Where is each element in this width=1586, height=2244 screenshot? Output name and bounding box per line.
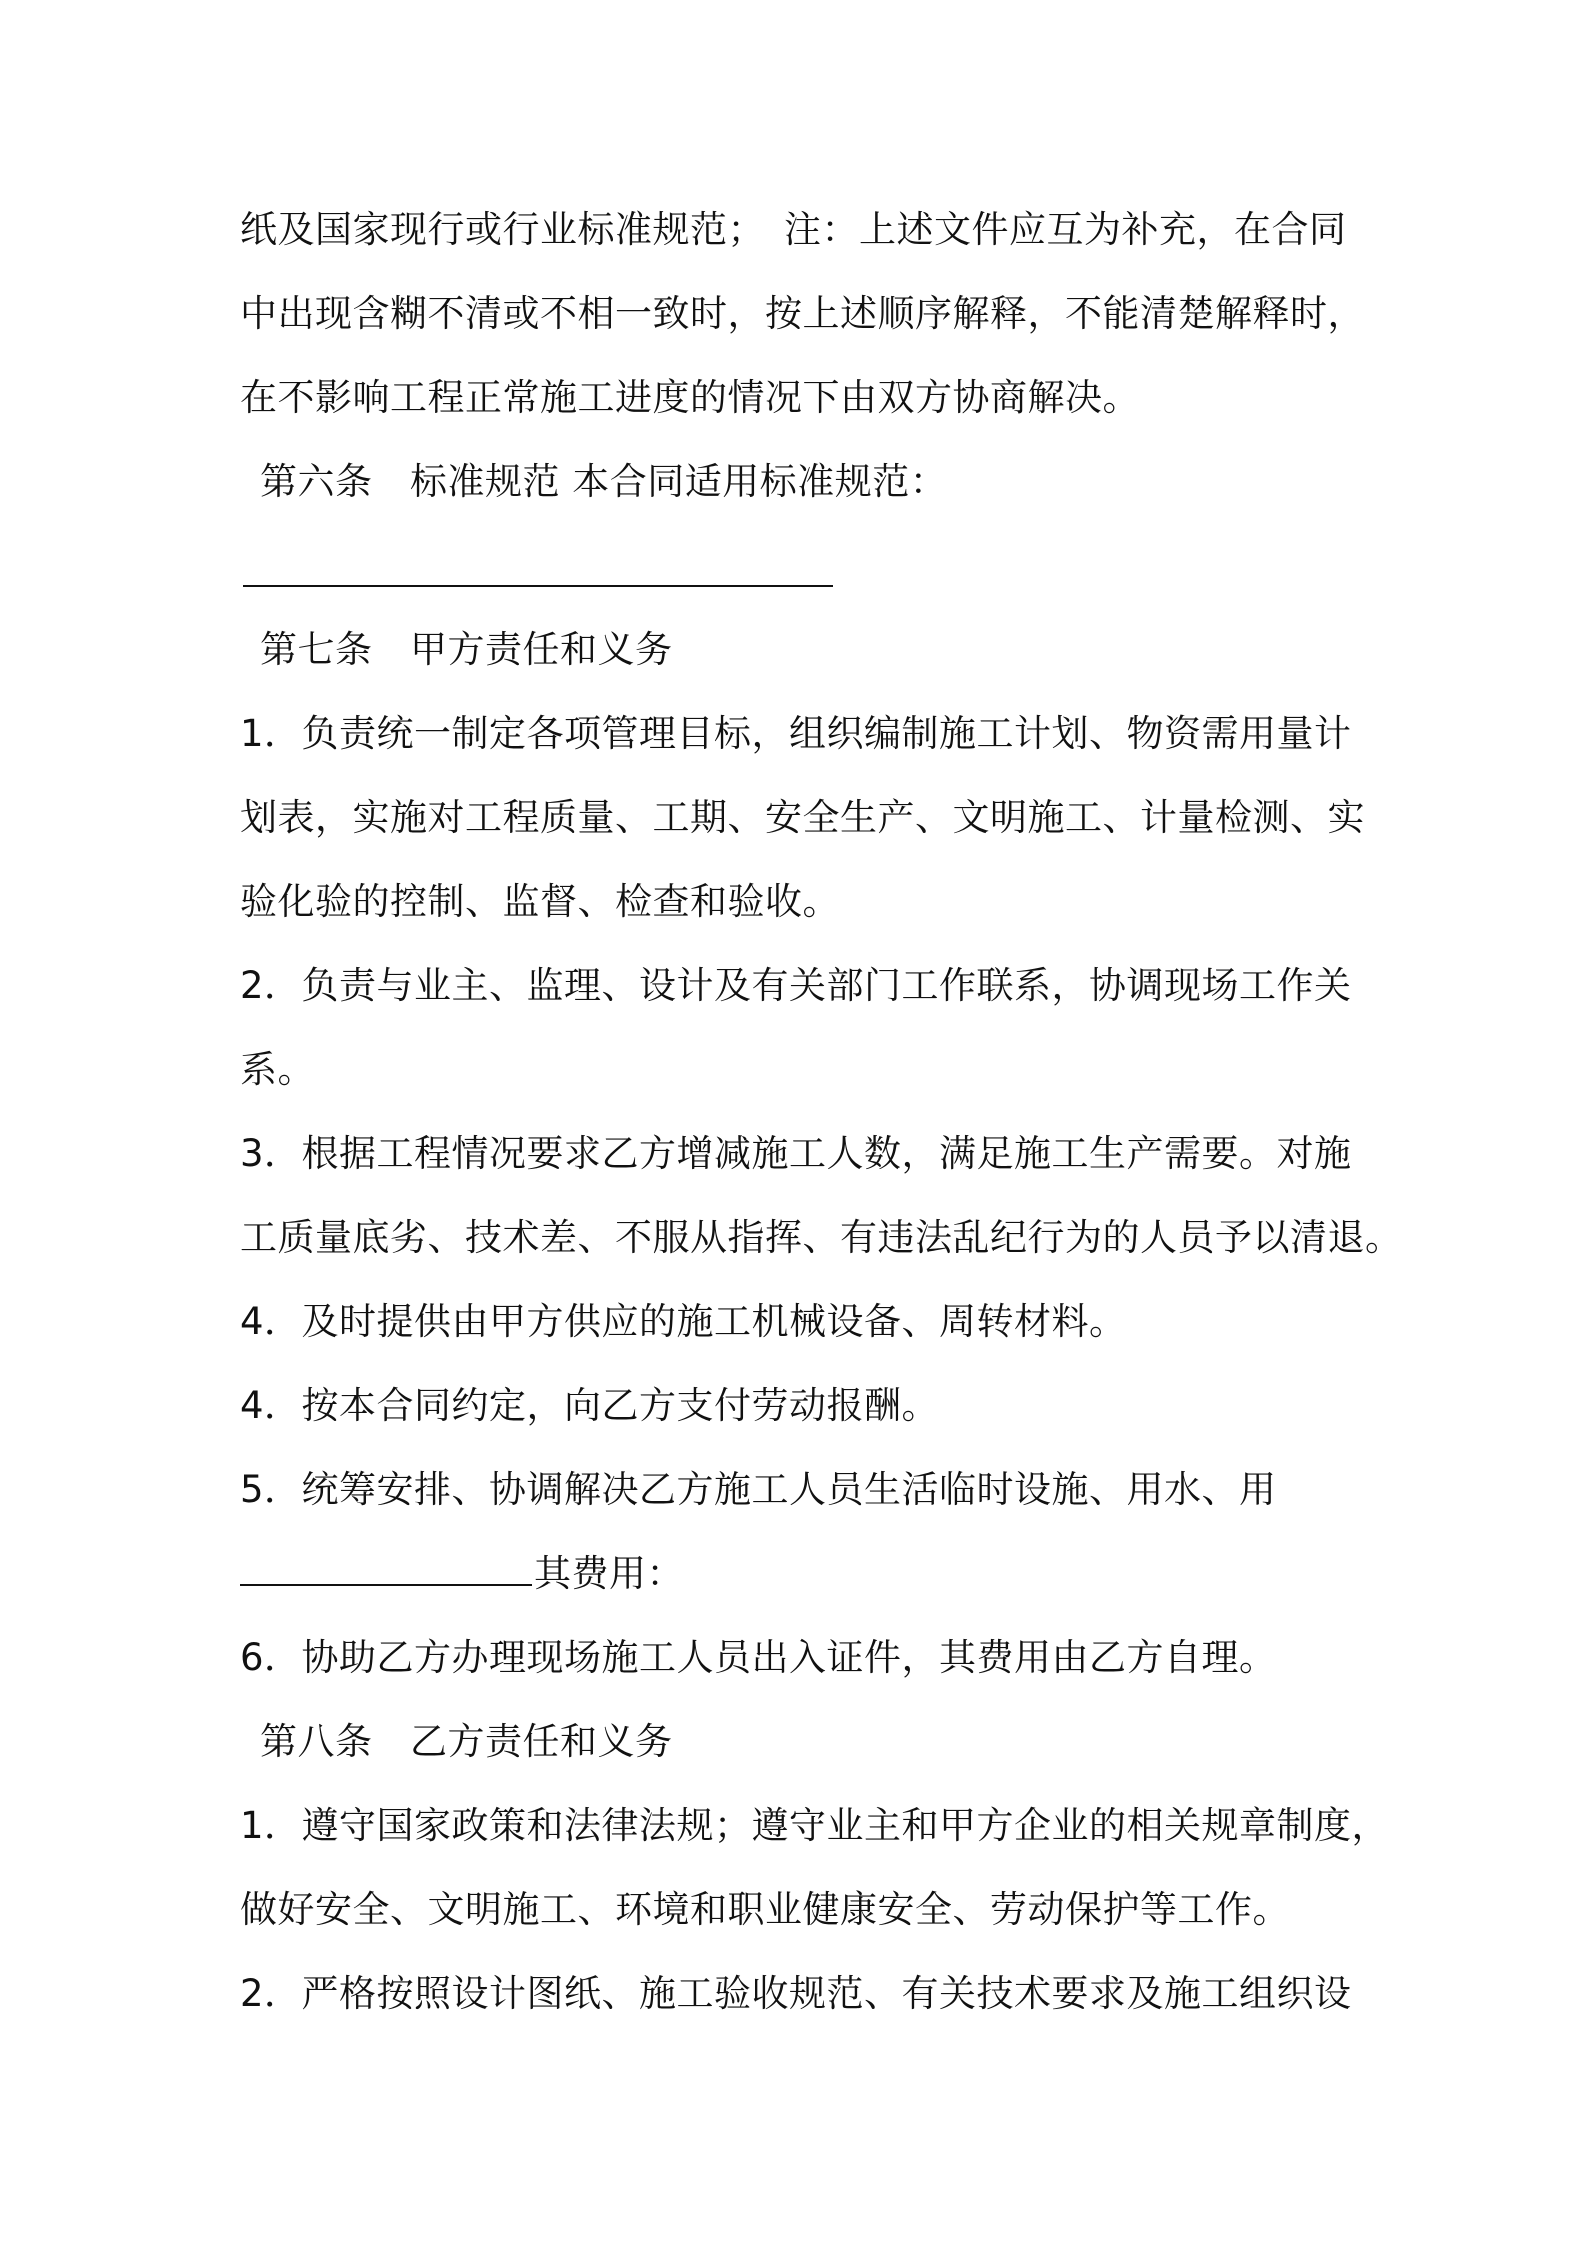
text-line-7-1c: 验化验的控制、监督、检查和验收。: [240, 880, 840, 923]
text-line-7-1b: 划表，实施对工程质量、工期、安全生产、文明施工、计量检测、实: [240, 796, 1365, 839]
article-8-heading: 第八条 乙方责任和义务: [260, 1720, 673, 1763]
text-line-8-2a: 2．严格按照设计图纸、施工验收规范、有关技术要求及施工组织设: [240, 1972, 1352, 2015]
text-line-7-3a: 3．根据工程情况要求乙方增减施工人数，满足施工生产需要。对施: [240, 1132, 1352, 1175]
text-line-7-2a: 2．负责与业主、监理、设计及有关部门工作联系，协调现场工作关: [240, 964, 1352, 1007]
text-line-8-1a: 1．遵守国家政策和法律法规；遵守业主和甲方企业的相关规章制度，: [240, 1804, 1390, 1847]
text-line-1: 纸及国家现行或行业标准规范； 注：上述文件应互为补充，在合同: [240, 208, 1347, 251]
text-line-7-1a: 1．负责统一制定各项管理目标，组织编制施工计划、物资需用量计: [240, 712, 1352, 755]
text-line-7-4: 4．及时提供由甲方供应的施工机械设备、周转材料。: [240, 1300, 1127, 1343]
text-line-3: 在不影响工程正常施工进度的情况下由双方协商解决。: [240, 376, 1140, 419]
text-line-2: 中出现含糊不清或不相一致时，按上述顺序解释，不能清楚解释时，: [240, 292, 1365, 335]
text-line-8-1b: 做好安全、文明施工、环境和职业健康安全、劳动保护等工作。: [240, 1888, 1290, 1931]
text-line-7-3b: 工质量底劣、技术差、不服从指挥、有违法乱纪行为的人员予以清退。: [240, 1216, 1403, 1259]
fill-in-blank-standards: [243, 585, 833, 587]
article-7-heading: 第七条 甲方责任和义务: [260, 628, 673, 671]
cost-label: 其费用：: [534, 1552, 684, 1595]
text-line-7-6: 6．协助乙方办理现场施工人员出入证件，其费用由乙方自理。: [240, 1636, 1277, 1679]
text-line-7-2b: 系。: [240, 1048, 315, 1091]
fill-in-blank-utilities: [240, 1548, 532, 1586]
text-line-7-5b: [240, 1544, 1390, 1604]
article-6-heading: 第六条 标准规范 本合同适用标准规范：: [260, 460, 948, 503]
text-line-7-5a: 5．统筹安排、协调解决乙方施工人员生活临时设施、用水、用: [240, 1468, 1277, 1511]
text-line-7-4b: 4．按本合同约定，向乙方支付劳动报酬。: [240, 1384, 940, 1427]
